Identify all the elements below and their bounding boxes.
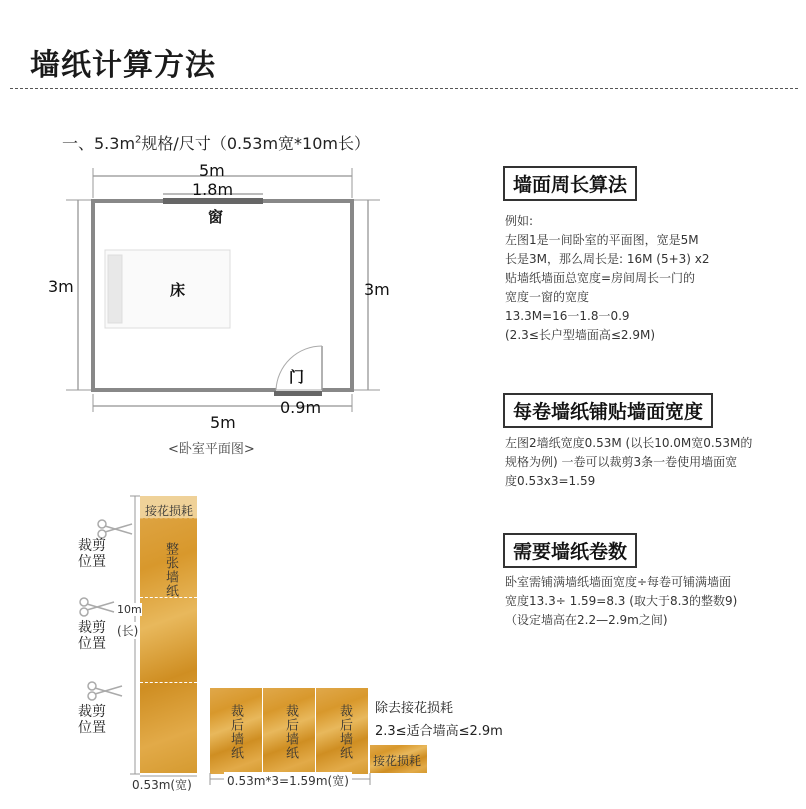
bed-label: 床 <box>170 281 186 299</box>
door-width-label: 0.9m <box>280 398 322 417</box>
bed-shape <box>105 250 230 328</box>
section3-line: 卧室需铺满墙纸墙面宽度÷每卷可铺满墙面 <box>505 575 732 589</box>
page-title: 墙纸计算方法 <box>30 48 216 83</box>
floorplan-caption: <卧室平面图> <box>168 442 255 457</box>
title-divider <box>10 88 798 89</box>
door-label: 门 <box>289 368 305 386</box>
section2-line: 规格为例) 一卷可以裁剪3条一卷使用墙面宽 <box>505 455 738 469</box>
scissors-icon <box>88 682 122 700</box>
section2-line: 左图2墙纸宽度0.53M (以长10.0M宽0.53M的 <box>505 436 753 450</box>
cut-position-label: 裁剪位置 <box>78 620 106 652</box>
window-label: 窗 <box>208 208 224 226</box>
spec-suffix: 规格/尺寸（0.53m宽*10m长） <box>141 134 370 153</box>
section3-heading: 需要墙纸卷数 <box>503 533 637 568</box>
roll-top-loss: 接花损耗 <box>145 504 194 518</box>
door-mark <box>274 391 322 396</box>
section1-line: (2.3≤长户型墙面高≤2.9M) <box>505 328 655 342</box>
section1-line: 贴墙纸墙面总宽度=房间周长一门的 <box>505 271 696 285</box>
bottom-loss-label: 接花损耗 <box>373 754 422 768</box>
total-width-label: 0.53m*3=1.59m(宽) <box>224 772 352 789</box>
section2-line: 度0.53x3=1.59 <box>505 474 596 488</box>
bed-pillow <box>108 255 122 323</box>
section2-heading: 每卷墙纸铺贴墙面宽度 <box>503 393 713 428</box>
scissors-icon <box>80 598 114 616</box>
full-roll <box>140 496 197 773</box>
section3-line: （设定墙高在2.2—2.9m之间) <box>505 613 668 627</box>
spec-sup: 2 <box>135 134 142 146</box>
section1-line: 左图1是一间卧室的平面图，宽是5M <box>505 233 699 247</box>
section1-line: 长是3M，那么周长是: 16M (5+3) x2 <box>505 252 710 266</box>
section3-body <box>505 573 800 630</box>
scissors-icon <box>98 520 132 538</box>
section2-body <box>505 434 800 491</box>
remove-loss-label: 除去接花损耗 <box>375 701 454 716</box>
section3-line: 宽度13.3÷ 1.59=8.3 (取大于8.3的整数9) <box>505 594 738 608</box>
roll-full-label: 整张墙纸 <box>163 542 178 598</box>
right-height-label: 3m <box>364 280 390 299</box>
section1-body <box>505 212 795 345</box>
section1-heading: 墙面周长算法 <box>503 166 637 201</box>
section1-line: 13.3M=16一1.8一0.9 <box>505 309 630 323</box>
section1-line: 例如: <box>505 214 534 228</box>
roll-length-label: 10m <box>117 603 142 616</box>
cut-position-label: 裁剪位置 <box>78 538 106 570</box>
roll-width-label: 0.53m(宽) <box>132 778 192 792</box>
height-range-label: 2.3≤适合墙高≤2.9m <box>375 724 503 739</box>
roll-length-paren: (长) <box>117 624 139 638</box>
cut-strip-label: 裁后墙纸 <box>228 704 243 760</box>
bottom-width-label: 5m <box>210 413 236 432</box>
top-width-label: 5m <box>199 161 225 180</box>
spec-prefix: 一、5.3m <box>62 134 136 153</box>
section1-line: 宽度一窗的宽度 <box>505 290 590 304</box>
window-width-label: 1.8m <box>192 180 234 199</box>
cut-strip-label: 裁后墙纸 <box>337 704 352 760</box>
cut-position-label: 裁剪位置 <box>78 704 106 736</box>
left-height-label: 3m <box>48 277 74 296</box>
cut-strip-label: 裁后墙纸 <box>283 704 298 760</box>
